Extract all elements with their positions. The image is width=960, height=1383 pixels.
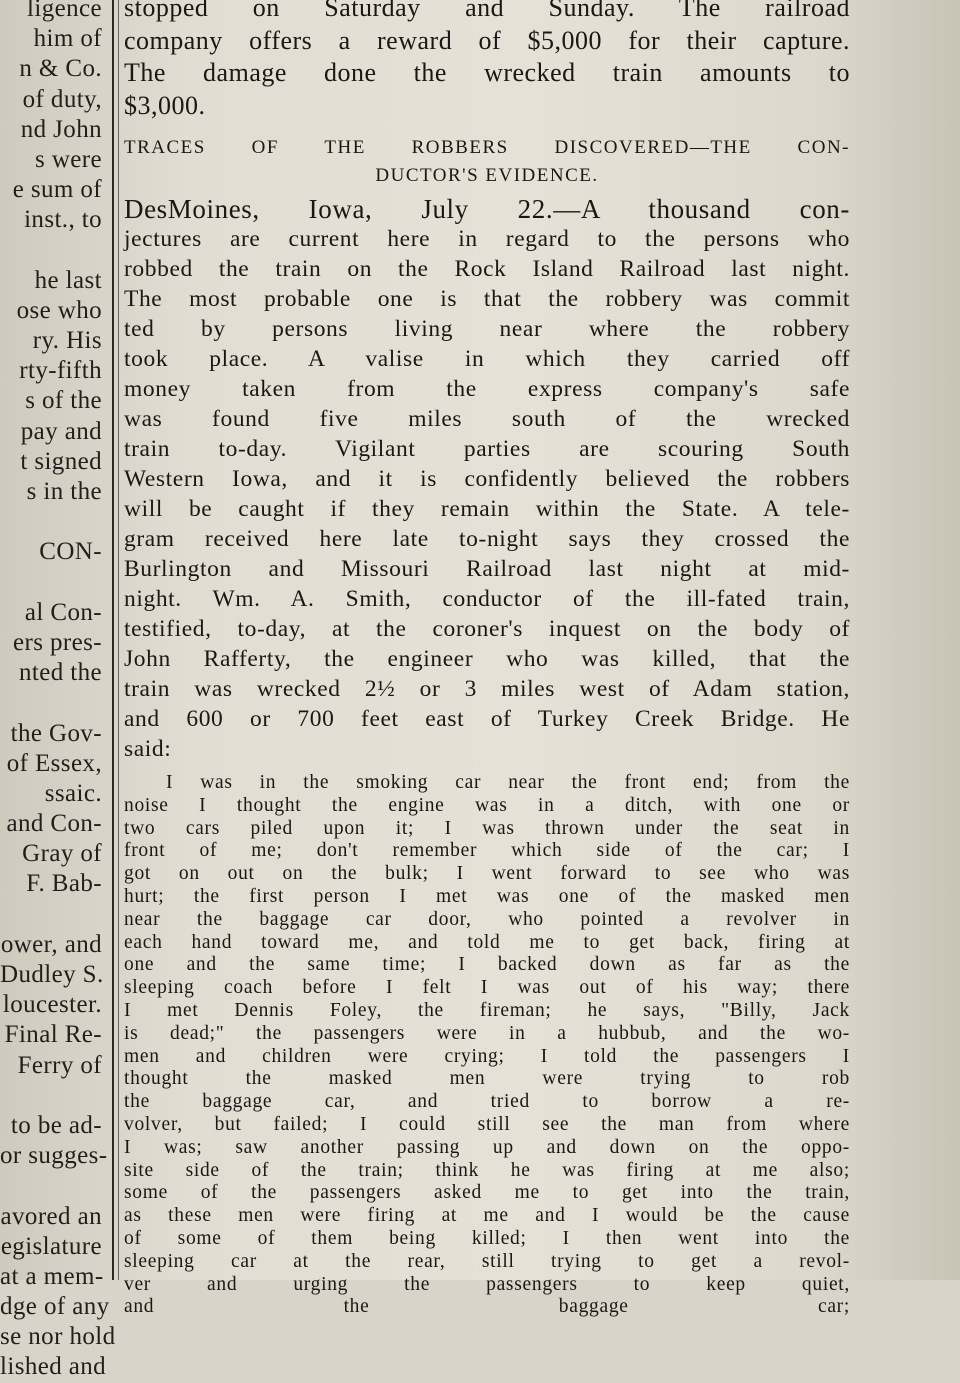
quote-line: site side of the train; think he was firing at me also; xyxy=(124,1159,850,1181)
body-line: Western Iowa, and it is confidently believed the robbers xyxy=(124,466,850,492)
body-line: The most probable one is that the robbery was commit xyxy=(124,286,850,312)
left-column-line: ligence xyxy=(27,0,102,22)
body-line: will be caught if they remain within the State. A tele- xyxy=(124,496,850,522)
left-column-line: s of the xyxy=(25,387,102,415)
quote-line: hurt; the first person I met was one of the masked men xyxy=(124,885,850,907)
left-column-line: of Essex, xyxy=(6,749,102,777)
left-column-line xyxy=(0,507,104,537)
quote-line: got on out on the bulk; I went forward to see who was xyxy=(124,863,850,885)
left-column-line: Gray of xyxy=(22,840,102,868)
left-column-line: nd John xyxy=(20,115,102,143)
body-line: jectures are current here in regard to the persons who xyxy=(124,226,850,252)
conductor-testimony xyxy=(124,772,850,1319)
left-column-line: him of xyxy=(33,25,102,53)
left-column-line: rty-fifth xyxy=(19,357,102,385)
left-column-line: t signed xyxy=(20,447,102,475)
body-line: said: xyxy=(124,736,172,762)
left-column-line xyxy=(0,236,104,266)
left-column-line: ers pres- xyxy=(13,628,102,656)
quote-line: some of the passengers asked me to get into the train, xyxy=(124,1182,850,1204)
intro-line: $3,000. xyxy=(124,90,206,120)
body-line: money taken from the express company's safe xyxy=(124,376,850,402)
left-column-line: ower, and xyxy=(0,930,102,958)
left-column-line: of duty, xyxy=(22,85,102,113)
left-column-line xyxy=(0,1081,104,1111)
left-column-line: s were xyxy=(35,145,102,173)
left-column-line: Dudley S. xyxy=(0,961,104,988)
left-column-line: ssaic. xyxy=(44,779,102,807)
left-column-line: al Con- xyxy=(24,598,102,626)
quote-line: front of me; don't remember which side of the car; I xyxy=(124,840,850,862)
quote-line: of some of them being killed; I then went into the xyxy=(124,1227,850,1249)
left-column-line: e sum of xyxy=(12,176,102,204)
left-column-line: and Con- xyxy=(6,810,102,838)
quote-line: sleeping coach before I felt I was out of his way; there xyxy=(124,977,850,999)
quote-line: volver, but failed; I could still see the man from where xyxy=(124,1113,850,1135)
intro-line: stopped on Saturday and Sunday. The railroad xyxy=(124,0,850,22)
left-column-line: lished and xyxy=(0,1353,107,1381)
left-column-line: se nor hold xyxy=(0,1323,116,1351)
quote-line: as these men were firing at me and I would be the cause xyxy=(124,1205,850,1227)
body-line: John Rafferty, the engineer who was killed, that the xyxy=(124,646,850,672)
body-line: train to-day. Vigilant parties are scouring South xyxy=(124,436,850,462)
article-body xyxy=(124,194,850,764)
left-column-fragment xyxy=(0,0,116,1381)
intro-line: company offers a reward of $5,000 for their capture. xyxy=(124,25,850,55)
left-column-line: at a mem- xyxy=(0,1262,104,1290)
article-column xyxy=(124,0,850,1319)
left-column-line: pay and xyxy=(20,417,102,445)
body-lines xyxy=(124,224,850,764)
left-column-line xyxy=(0,688,104,718)
left-column-line xyxy=(0,568,104,598)
left-column-line: loucester. xyxy=(2,991,102,1019)
quote-line: one and the same time; I backed down as far as the xyxy=(124,954,850,976)
body-line: testified, to-day, at the coroner's inquest on the body of xyxy=(124,616,850,642)
intro-line: The damage done the wrecked train amounts to xyxy=(124,58,850,87)
quote-line: near the baggage car door, who pointed a revolver in xyxy=(124,908,850,930)
body-line: was found five miles south of the wrecked xyxy=(124,406,850,432)
body-line: ted by persons living near where the robbery xyxy=(124,316,850,342)
body-line: and 600 or 700 feet east of Turkey Creek Bridge. He xyxy=(124,706,850,732)
left-column-line: or sugges- xyxy=(0,1142,108,1170)
left-column-line: n & Co. xyxy=(19,55,102,83)
dateline: DesMoines, Iowa, July 22.—A thousand con- xyxy=(124,194,850,224)
body-line: Burlington and Missouri Railroad last night at mid- xyxy=(124,556,850,582)
left-column-line: ry. His xyxy=(32,327,102,355)
body-line: gram received here late to-night says they crossed the xyxy=(124,526,850,552)
heading-line-1: TRACES OF THE ROBBERS DISCOVERED—THE CON- xyxy=(124,137,850,158)
left-column-line xyxy=(0,900,104,930)
quote-line: I was; saw another passing up and down on the oppo- xyxy=(124,1136,850,1158)
quote-line: thought the masked men were trying to rob xyxy=(124,1068,850,1090)
left-column-line: Final Re- xyxy=(4,1021,102,1049)
body-line: night. Wm. A. Smith, conductor of the ill-fated train, xyxy=(124,586,850,612)
column-rule-thin xyxy=(118,0,119,1280)
left-column-line: s in the xyxy=(26,478,102,505)
left-column-line: Ferry of xyxy=(17,1051,102,1079)
left-column-line: dge of any xyxy=(0,1293,110,1321)
quote-line: noise I thought the engine was in a ditch, with one or xyxy=(124,794,850,816)
left-column-line: egislature xyxy=(0,1232,102,1260)
left-column-line: F. Bab- xyxy=(26,870,102,898)
quote-line: the baggage car, and tried to borrow a re- xyxy=(124,1091,850,1113)
left-column-line: to be ad- xyxy=(10,1111,102,1139)
left-column-line: inst., to xyxy=(24,206,102,234)
left-column-line: nted the xyxy=(18,659,102,687)
column-rule xyxy=(112,0,114,1280)
quote-line: is dead;" the passengers were in a hubbub, and the wo- xyxy=(124,1022,850,1044)
quote-line: ver and urging the passengers to keep quiet, xyxy=(124,1273,850,1295)
left-column-line: he last xyxy=(34,266,102,294)
quote-line: I was in the smoking car near the front end; from the xyxy=(166,772,850,793)
quote-line: two cars piled upon it; I was thrown under the seat in xyxy=(124,817,850,839)
heading-line-2: DUCTOR'S EVIDENCE. xyxy=(375,165,599,186)
intro-paragraph xyxy=(124,0,850,122)
left-column-line: the Gov- xyxy=(10,719,102,747)
left-column-line: avored an xyxy=(0,1202,102,1230)
body-line: train was wrecked 2½ or 3 miles west of Adam station, xyxy=(124,676,850,702)
body-line: robbed the train on the Rock Island Railroad last night. xyxy=(124,256,850,282)
quote-line: I met Dennis Foley, the fireman; he says, "Billy, Jack xyxy=(124,999,850,1021)
left-column-line: ose who xyxy=(16,296,102,324)
body-line: took place. A valise in which they carried off xyxy=(124,346,850,372)
quote-line: each hand toward me, and told me to get back, firing at xyxy=(124,931,850,953)
quote-line: men and children were crying; I told the passengers I xyxy=(124,1045,850,1067)
left-column-line xyxy=(0,1171,104,1201)
quote-line: and the baggage car; xyxy=(124,1296,850,1318)
article-heading xyxy=(124,134,850,190)
left-column-line: CON- xyxy=(39,538,102,566)
quote-line: sleeping car at the rear, still trying to get a revol- xyxy=(124,1250,850,1272)
